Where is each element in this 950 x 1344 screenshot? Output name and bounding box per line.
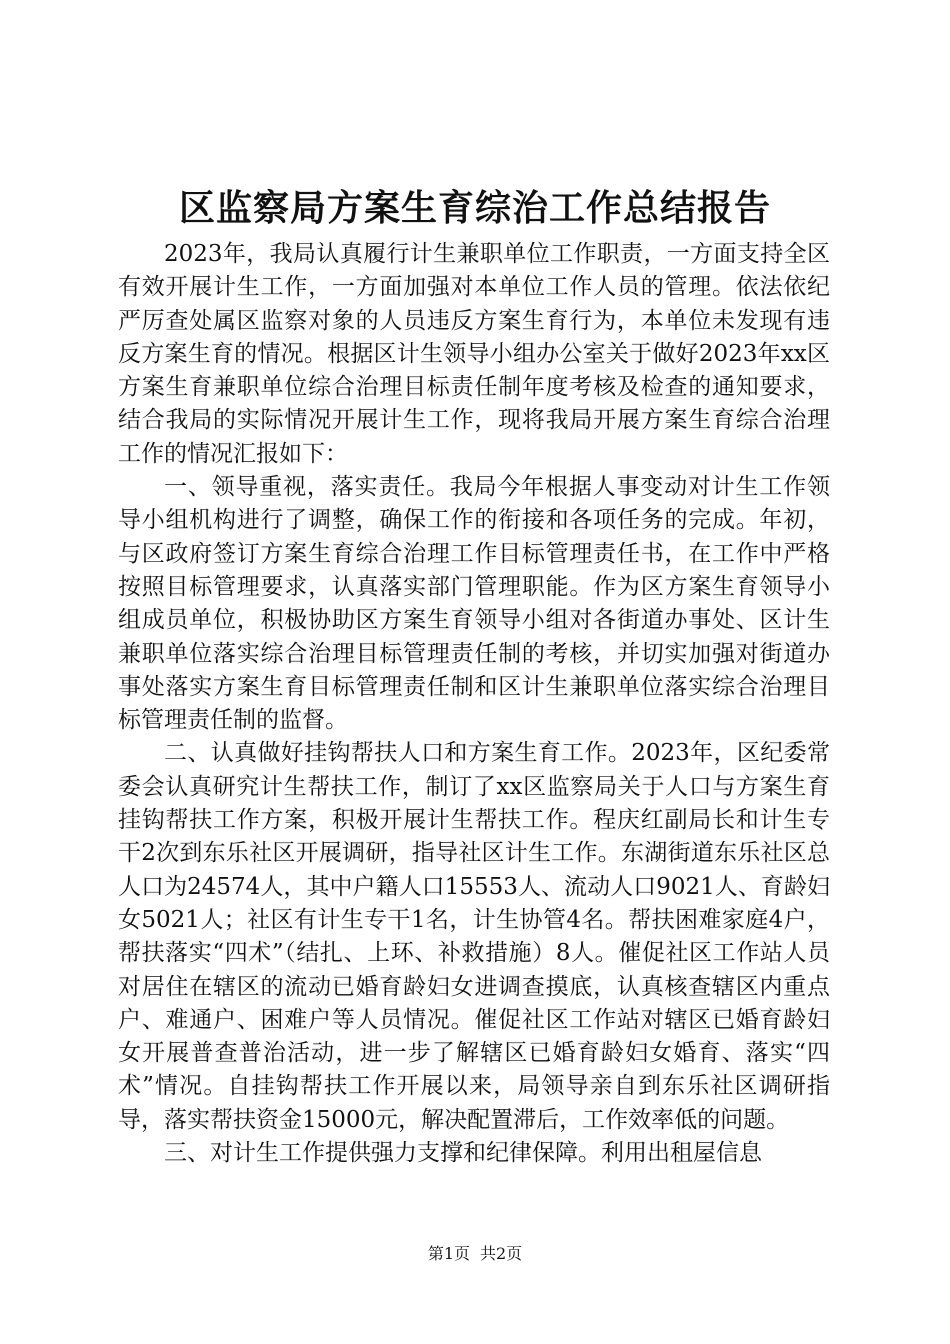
paragraph-intro: 2023年，我局认真履行计生兼职单位工作职责，一方面支持全区有效开展计生工作，一方面加强对本单位工作人员的管理。依法依纪严厉查处属区监察对象的人员违反方案生育行为，本单位未发现有违反方案生育的情况。根据区计生领导小组办公室关于做好2023年xx区方案生育兼职单位综合治理目标责任制年度考核及检查的通知要求，结合我局的实际情况开展计生工作，现将我局开展方案生育综合治理工作的情况汇报如下： xyxy=(118,241,830,467)
document-title: 区监察局方案生育综治工作总结报告 xyxy=(178,187,771,229)
page-number: 第1页 xyxy=(427,1244,470,1263)
document-body xyxy=(118,238,830,1170)
paragraph-section-3: 三、对计生工作提供强力支撑和纪律保障。利用出租屋信息 xyxy=(164,1140,762,1167)
paragraph-section-1: 一、领导重视，落实责任。我局今年根据人事变动对计生工作领导小组机构进行了调整，确保工作的衔接和各项任务的完成。年初，与区政府签订方案生育综合治理工作目标管理责任书，在工作中严格按照目标管理要求，认真落实部门管理职能。作为区方案生育领导小组成员单位，积极协助区方案生育领导小组对各街道办事处、区计生兼职单位落实综合治理目标管理责任制的考核，并切实加强对街道办事处落实方案生育目标管理责任制和区计生兼职单位落实综合治理目标管理责任制的监督。 xyxy=(118,474,830,734)
page-total: 共2页 xyxy=(480,1244,523,1263)
paragraph-section-2: 二、认真做好挂钩帮扶人口和方案生育工作。2023年，区纪委常委会认真研究计生帮扶工作，制订了xx区监察局关于人口与方案生育挂钩帮扶工作方案，积极开展计生帮扶工作。程庆红副局长和计生专干2次到东乐社区开展调研，指导社区计生工作。东湖街道东乐社区总人口为24574人，其中户籍人口15553人、流动人口9021人、育龄妇女5021人；社区有计生专干1名，计生协管4名。帮扶困难家庭4户，帮扶落实“四术”（结扎、上环、补救措施）8人。催促社区工作站人员对居住在辖区的流动已婚育龄妇女进调查摸底，认真核查辖区内重点户、难通户、困难户等人员情况。催促社区工作站对辖区已婚育龄妇女开展普查普治活动，进一步了解辖区已婚育龄妇女婚育、落实“四术”情况。自挂钩帮扶工作开展以来，局领导亲自到东乐社区调研指导，落实帮扶资金15000元，解决配置滞后，工作效率低的问题。 xyxy=(118,740,830,1133)
page-footer xyxy=(0,1244,950,1264)
